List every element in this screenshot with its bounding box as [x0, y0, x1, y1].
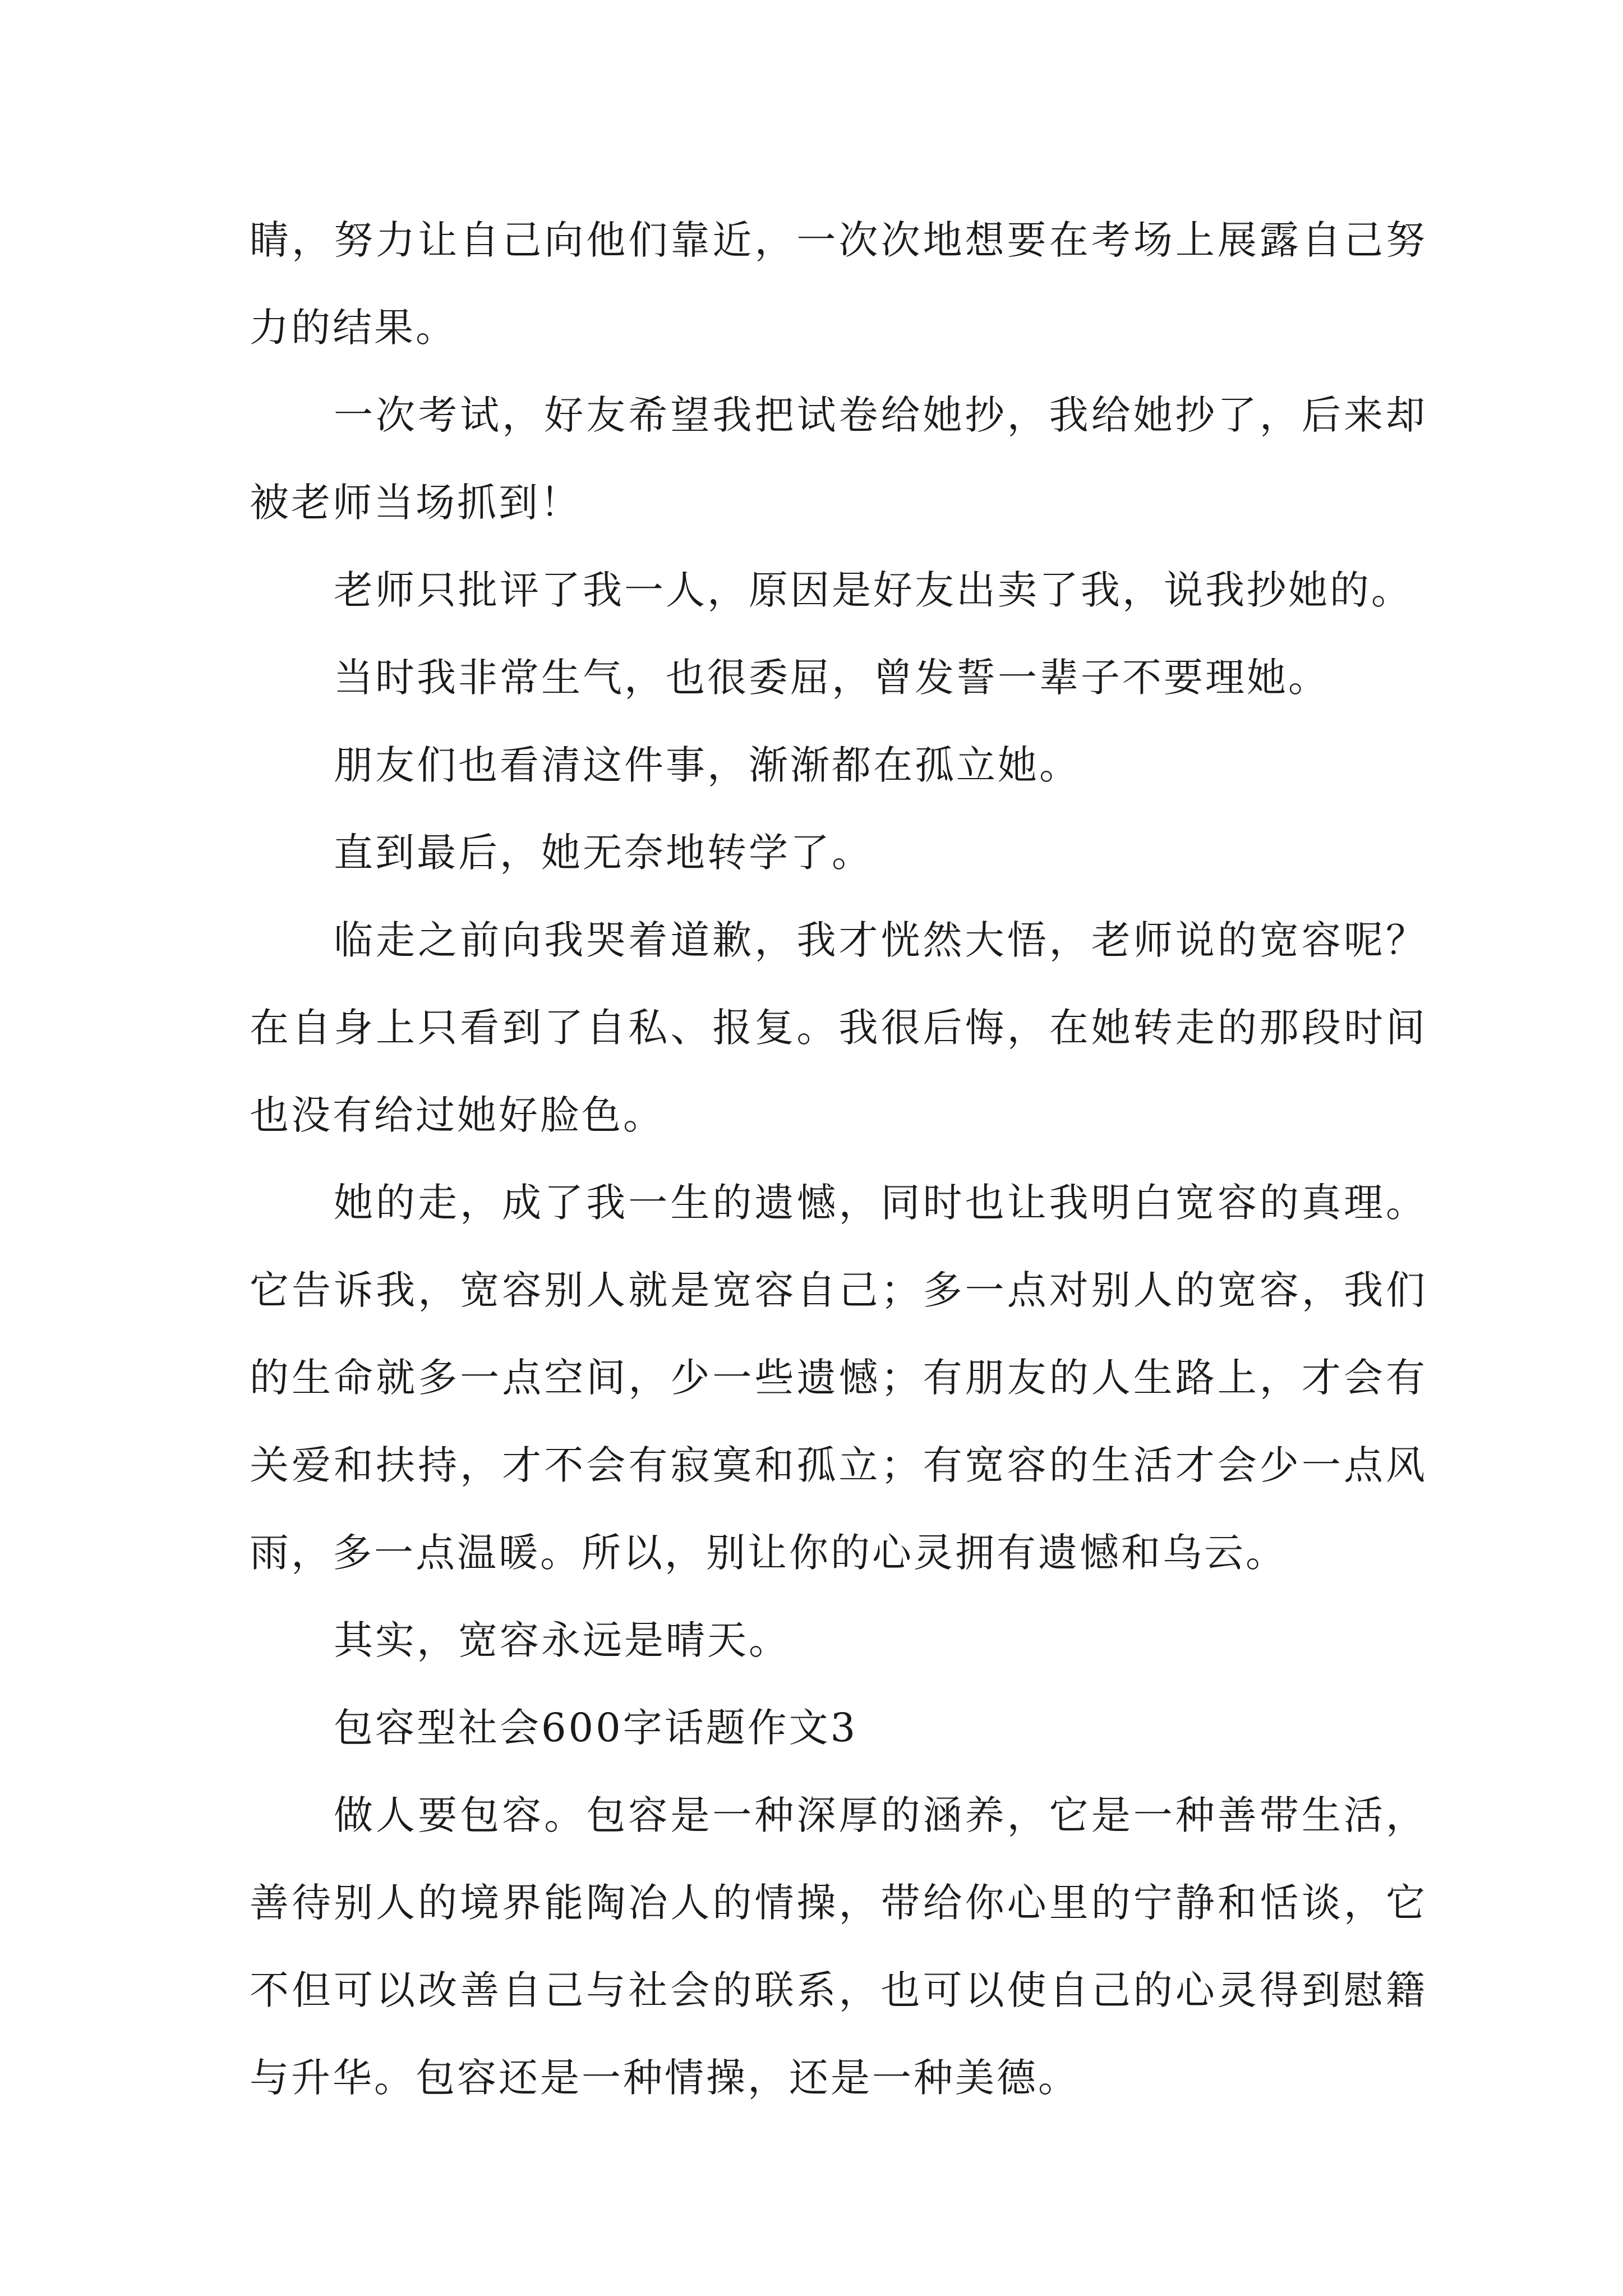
paragraph: 睛，努力让自己向他们靠近，一次次地想要在考场上展露自己努力的结果。 [250, 217, 1427, 351]
paragraph: 做人要包容。包容是一种深厚的涵养，它是一种善带生活，善待别人的境界能陶冶人的情操，带给你心里的宁静和恬谈，它不但可以改善自己与社会的联系，也可以使自己的心灵得到慰籍与升华。包容还是一种情操，还是一种美德。 [250, 1792, 1427, 2101]
body-text [250, 196, 1427, 2122]
paragraph: 一次考试，好友希望我把试卷给她抄，我给她抄了，后来却被老师当场抓到！ [250, 392, 1427, 526]
paragraph: 朋友们也看清这件事，渐渐都在孤立她。 [334, 742, 1081, 788]
paragraph: 直到最后，她无奈地转学了。 [334, 830, 873, 876]
paragraph: 其实，宽容永远是晴天。 [334, 1617, 790, 1663]
paragraph: 老师只批评了我一人，原因是好友出卖了我，说我抄她的。 [334, 567, 1413, 613]
paragraph: 她的走，成了我一生的遗憾，同时也让我明白宽容的真理。它告诉我，宽容别人就是宽容自己；多一点对别人的宽容，我们的生命就多一点空间，少一些遗憾；有朋友的人生路上，才会有关爱和扶持，才不会有寂寞和孤立；有宽容的生活才会少一点风雨，多一点温暖。所以，别让你的心灵拥有遗憾和乌云。 [250, 1180, 1427, 1576]
paragraph: 临走之前向我哭着道歉，我才恍然大悟，老师说的宽容呢？在自身上只看到了自私、报复。我很后悔，在她转走的那段时间也没有给过她好脸色。 [250, 917, 1427, 1138]
section-heading: 包容型社会600字话题作文3 [334, 1705, 858, 1751]
paragraph: 当时我非常生气，也很委屈，曾发誓一辈子不要理她。 [334, 655, 1330, 701]
